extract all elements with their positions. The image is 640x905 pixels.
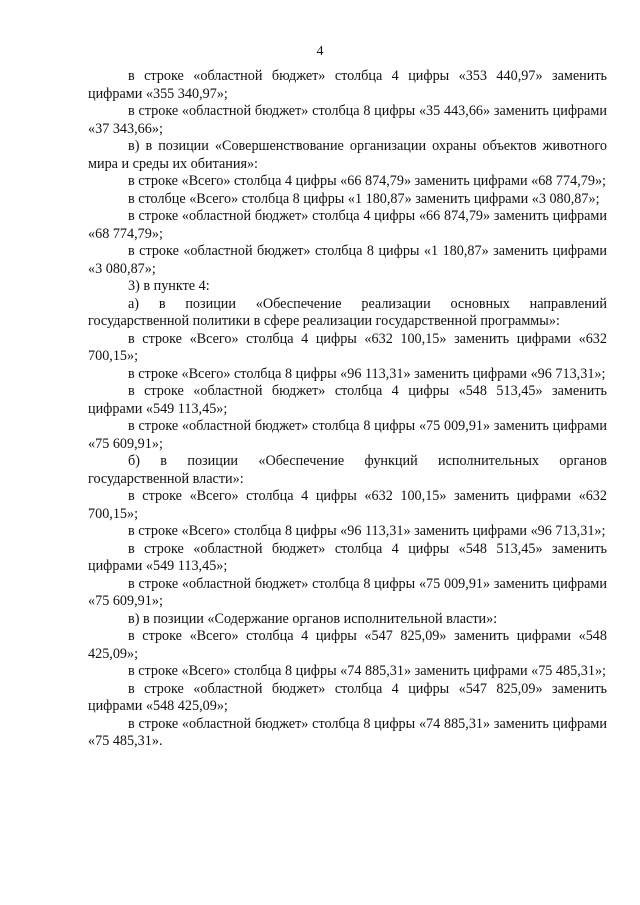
paragraph: в строке «областной бюджет» столбца 8 цифры «74 885,31» заменить цифрами «75 485,31». xyxy=(88,715,607,749)
paragraph: в строке «Всего» столбца 8 цифры «74 885,31» заменить цифрами «75 485,31»; xyxy=(128,663,606,679)
paragraph: в строке «Всего» столбца 8 цифры «96 113,31» заменить цифрами «96 713,31»; xyxy=(128,523,606,539)
paragraph: в строке «областной бюджет» столбца 8 цифры «35 443,66» заменить цифрами «37 343,66»; xyxy=(88,103,607,137)
paragraph: в строке «областной бюджет» столбца 4 цифры «548 513,45» заменить цифрами «549 113,45»; xyxy=(88,383,607,417)
paragraph: в) в позиции «Содержание органов исполнительной власти»: xyxy=(128,610,498,627)
paragraph: в строке «областной бюджет» столбца 4 цифры «66 874,79» заменить цифрами «68 774,79»; xyxy=(88,208,607,242)
paragraph: в строке «областной бюджет» столбца 8 цифры «75 009,91» заменить цифрами «75 609,91»; xyxy=(88,418,607,452)
paragraph: в) в позиции «Совершенствование организации охраны объектов животного мира и среды их обитания»: xyxy=(88,138,607,172)
paragraph: в строке «областной бюджет» столбца 4 цифры «547 825,09» заменить цифрами «548 425,09»; xyxy=(88,680,607,714)
paragraph: а) в позиции «Обеспечение реализации основных направлений государственной политики в сфере реализации государственной программы»: xyxy=(88,295,607,329)
paragraph: в строке «Всего» столбца 8 цифры «96 113,31» заменить цифрами «96 713,31»; xyxy=(128,365,606,382)
paragraph: в строке «Всего» столбца 4 цифры «632 100,15» заменить цифрами «632 700,15»; xyxy=(88,488,607,522)
paragraph: в строке «Всего» столбца 4 цифры «66 874,79» заменить цифрами «68 774,79»; xyxy=(128,173,606,189)
paragraph: в строке «областной бюджет» столбца 8 цифры «1 180,87» заменить цифрами «3 080,87»; xyxy=(88,243,607,277)
paragraph: в столбце «Всего» столбца 8 цифры «1 180,87» заменить цифрами «3 080,87»; xyxy=(128,190,600,207)
paragraph: в строке «областной бюджет» столбца 4 цифры «548 513,45» заменить цифрами «549 113,45»; xyxy=(88,540,607,574)
paragraph: в строке «областной бюджет» столбца 8 цифры «75 009,91» заменить цифрами «75 609,91»; xyxy=(88,575,607,609)
paragraph: в строке «Всего» столбца 4 цифры «547 825,09» заменить цифрами «548 425,09»; xyxy=(88,628,607,662)
document-body xyxy=(88,68,607,751)
page-number: 4 xyxy=(316,44,324,59)
paragraph: б) в позиции «Обеспечение функций исполнительных органов государственной власти»: xyxy=(88,453,607,487)
paragraph: в строке «Всего» столбца 4 цифры «632 100,15» заменить цифрами «632 700,15»; xyxy=(88,330,607,364)
paragraph: 3) в пункте 4: xyxy=(128,278,210,294)
paragraph: в строке «областной бюджет» столбца 4 цифры «353 440,97» заменить цифрами «355 340,97»; xyxy=(88,68,607,102)
